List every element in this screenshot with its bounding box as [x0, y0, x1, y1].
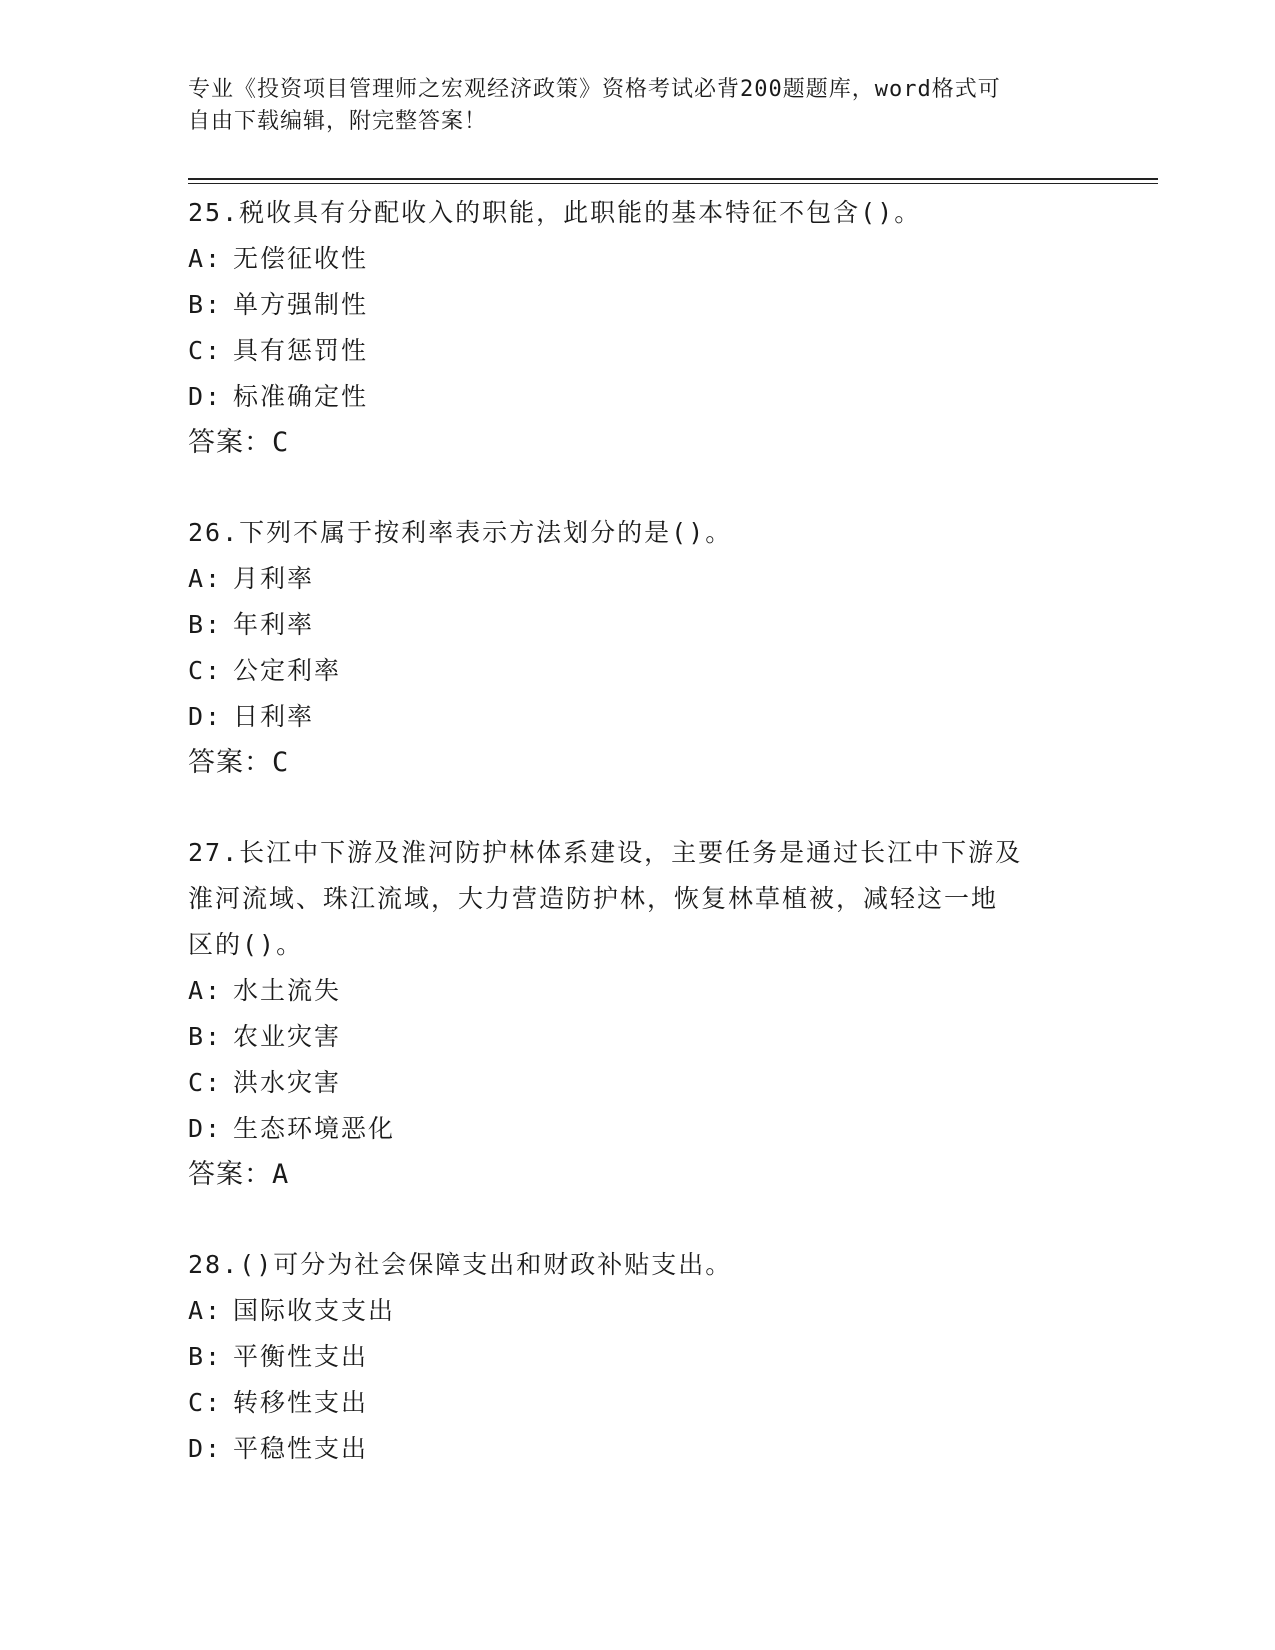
- question-text-line-3: 区的()。: [188, 930, 304, 959]
- question-list: [188, 190, 1088, 1516]
- option-b: [188, 282, 1088, 328]
- option-text: 日利率: [233, 702, 315, 731]
- option-b: [188, 1014, 1088, 1060]
- option-c: [188, 648, 1088, 694]
- option-letter: C:: [188, 336, 223, 365]
- option-letter: D:: [188, 382, 223, 411]
- option-text: 无偿征收性: [233, 244, 369, 273]
- option-letter: D:: [188, 1114, 223, 1143]
- option-a: [188, 236, 1088, 282]
- option-text: 具有惩罚性: [233, 336, 369, 365]
- option-b: [188, 602, 1088, 648]
- question-text: 26.下列不属于按利率表示方法划分的是()。: [188, 518, 733, 547]
- option-d: [188, 1426, 1088, 1472]
- question-27: [188, 830, 1088, 1198]
- question-text: 28.()可分为社会保障支出和财政补贴支出。: [188, 1250, 733, 1279]
- option-text: 农业灾害: [233, 1022, 342, 1051]
- header-line-2: 自由下载编辑，附完整答案！: [188, 109, 488, 134]
- option-text: 平衡性支出: [233, 1342, 369, 1371]
- option-letter: C:: [188, 656, 223, 685]
- option-d: [188, 694, 1088, 740]
- option-letter: A:: [188, 976, 223, 1005]
- option-letter: A:: [188, 1296, 223, 1325]
- question-text-line-1: 27.长江中下游及淮河防护林体系建设，主要任务是通过长江中下游及: [188, 838, 1023, 867]
- option-text: 水土流失: [233, 976, 342, 1005]
- option-text: 公定利率: [233, 656, 342, 685]
- option-d: [188, 374, 1088, 420]
- option-text: 单方强制性: [233, 290, 369, 319]
- answer-line: 答案：A: [188, 1159, 290, 1190]
- document-header: [188, 74, 1088, 138]
- option-text: 月利率: [233, 564, 315, 593]
- answer-line: 答案：C: [188, 747, 290, 778]
- option-text: 生态环境恶化: [233, 1114, 396, 1143]
- option-text: 转移性支出: [233, 1388, 369, 1417]
- option-letter: B:: [188, 610, 223, 639]
- option-letter: B:: [188, 1342, 223, 1371]
- option-text: 国际收支支出: [233, 1296, 396, 1325]
- question-26: [188, 510, 1088, 786]
- option-a: [188, 1288, 1088, 1334]
- question-25: [188, 190, 1088, 466]
- option-c: [188, 1060, 1088, 1106]
- option-letter: A:: [188, 564, 223, 593]
- option-a: [188, 968, 1088, 1014]
- option-a: [188, 556, 1088, 602]
- option-b: [188, 1334, 1088, 1380]
- header-line-1: 专业《投资项目管理师之宏观经济政策》资格考试必背200题题库，word格式可: [188, 77, 1001, 102]
- question-28: [188, 1242, 1088, 1472]
- option-c: [188, 1380, 1088, 1426]
- header-divider-thin: [188, 183, 1158, 184]
- option-letter: B:: [188, 290, 223, 319]
- option-text: 标准确定性: [233, 382, 369, 411]
- option-text: 平稳性支出: [233, 1434, 369, 1463]
- option-c: [188, 328, 1088, 374]
- option-letter: C:: [188, 1388, 223, 1417]
- option-letter: D:: [188, 1434, 223, 1463]
- header-divider-thick: [188, 178, 1158, 180]
- option-text: 年利率: [233, 610, 315, 639]
- question-text-line-2: 淮河流域、珠江流域，大力营造防护林，恢复林草植被，减轻这一地: [188, 884, 999, 913]
- option-text: 洪水灾害: [233, 1068, 342, 1097]
- option-letter: C:: [188, 1068, 223, 1097]
- answer-line: 答案：C: [188, 427, 290, 458]
- option-letter: A:: [188, 244, 223, 273]
- option-d: [188, 1106, 1088, 1152]
- option-letter: B:: [188, 1022, 223, 1051]
- question-text: 25.税收具有分配收入的职能，此职能的基本特征不包含()。: [188, 198, 922, 227]
- option-letter: D:: [188, 702, 223, 731]
